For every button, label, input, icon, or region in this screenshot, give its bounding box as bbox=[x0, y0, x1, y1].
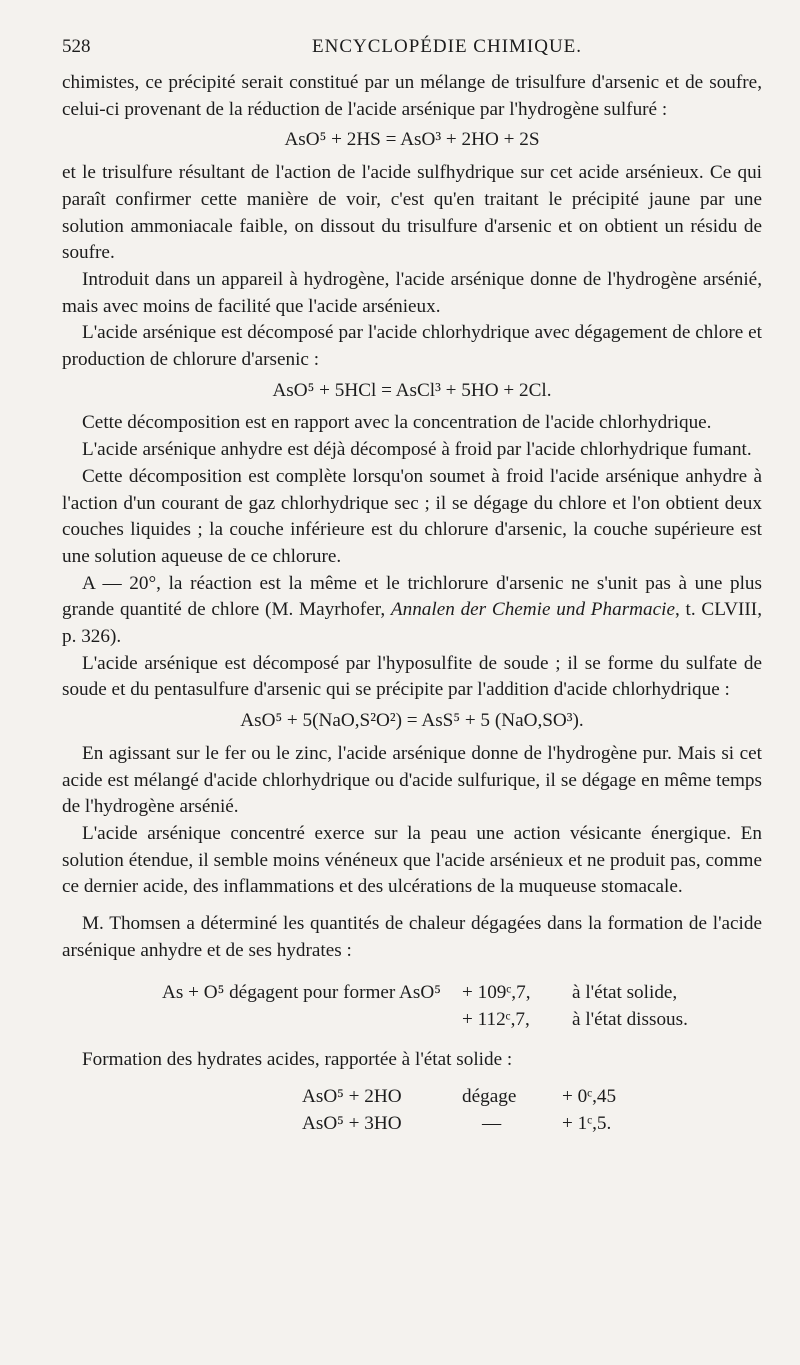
table-row bbox=[162, 1006, 762, 1033]
body-text bbox=[62, 70, 762, 1137]
thermochemical-table bbox=[162, 979, 762, 1033]
running-title: ENCYCLOPÉDIE CHIMIQUE. bbox=[312, 36, 583, 57]
equation: AsO⁵ + 2HS = AsO³ + 2HO + 2S bbox=[284, 129, 540, 151]
equation: AsO⁵ + 5(NaO,S²O²) = AsS⁵ + 5 (NaO,SO³). bbox=[240, 710, 584, 732]
page-number: 528 bbox=[62, 36, 91, 57]
paragraph: chimistes, ce précipité serait constitué par un mélange de trisulfure d'arsenic et de soufre, celui-ci provenant de la réduction de l'acide arsénique par l'hydrogène sulfuré : bbox=[62, 72, 762, 120]
heat-value: + 109ᶜ,7, bbox=[462, 981, 531, 1003]
equation: AsO⁵ + 5HCl = AsCl³ + 5HO + 2Cl. bbox=[272, 379, 552, 401]
paragraph bbox=[62, 571, 762, 651]
paragraph: L'acide arsénique concentré exerce sur la peau une action vésicante énergique. En solution étendue, il semble moins vénéneux que l'acide arsénieux et ne produit pas, comme ce dernier acide, des inflammations et des ulcérations de la muqueuse stomacale. bbox=[62, 822, 762, 898]
journal-title: Annalen der Chemie und Pharmacie bbox=[390, 599, 675, 621]
heat-value: + 0ᶜ,45 bbox=[562, 1086, 617, 1108]
paragraph: En agissant sur le fer ou le zinc, l'acide arsénique donne de l'hydrogène pur. Mais si cet acide est mélangé d'acide chlorhydrique ou d'acide sulfurique, il se dégage en même temps de l'hydrogène arsénié. bbox=[62, 742, 762, 818]
state-label: à l'état dissous. bbox=[572, 1008, 688, 1030]
compound: AsO⁵ + 2HO bbox=[302, 1086, 402, 1108]
paragraph: Introduit dans un appareil à hydrogène, l'acide arsénique donne de l'hydrogène arsénié, mais avec moins de facilité que l'acide arsénieux. bbox=[62, 268, 762, 317]
table-row bbox=[302, 1110, 762, 1137]
paragraph: L'acide arsénique anhydre est déjà décomposé à froid par l'acide chlorhydrique fumant. bbox=[82, 439, 752, 461]
citation-text: A — 20°, la réaction est la même et le trichlorure d'arsenic ne s'unit pas à une plus grande quantité de chlore (M. Mayrhofer, bbox=[62, 572, 762, 621]
paragraph: M. Thomsen a déterminé les quantités de chaleur dégagées dans la formation de l'acide arsénique anhydre et de ses hydrates : bbox=[62, 913, 762, 961]
verb: — bbox=[482, 1113, 502, 1135]
paragraph: et le trisulfure résultant de l'action de l'acide sulfhydrique sur cet acide arsénieux. Ce qui paraît confirmer cette manière de voir, c'est qu'en traitant le précipité jaune par une solution ammoniacale faible, on dissout du trisulfure d'arsenic et on obtient un résidu de soufre. bbox=[62, 162, 762, 264]
verb: dégage bbox=[462, 1086, 517, 1108]
paragraph: Cette décomposition est en rapport avec la concentration de l'acide chlorhydrique. bbox=[82, 412, 712, 434]
compound: AsO⁵ + 3HO bbox=[302, 1113, 402, 1135]
heat-value: + 1ᶜ,5. bbox=[562, 1113, 612, 1135]
paragraph: Formation des hydrates acides, rapportée à l'état solide : bbox=[82, 1048, 513, 1070]
paragraph: L'acide arsénique est décomposé par l'acide chlorhydrique avec dégagement de chlore et production de chlorure d'arsenic : bbox=[62, 322, 762, 371]
citation-text: , t. CLVIII, p. 326). bbox=[62, 599, 762, 648]
heat-value: + 112ᶜ,7, bbox=[462, 1008, 530, 1030]
hydrates-table bbox=[302, 1083, 762, 1137]
state-label: à l'état solide, bbox=[572, 981, 678, 1003]
paragraph: Cette décomposition est complète lorsqu'on soumet à froid l'acide arsénique anhydre à l'action d'un courant de gaz chlorhydrique sec ; il se dégage du chlore et l'on obtient deux couches liquides ; la couche inférieure est du chlorure d'arsenic, la couche supérieure est une solution aqueuse de ce chlorure. bbox=[62, 465, 762, 567]
reaction-label: As + O⁵ dégagent pour former AsO⁵ bbox=[162, 981, 441, 1003]
table-row bbox=[162, 979, 762, 1006]
paragraph: L'acide arsénique est décomposé par l'hyposulfite de soude ; il se forme du sulfate de soude et du pentasulfure d'arsenic qui se précipite par l'addition d'acide chlorhydrique : bbox=[62, 652, 762, 701]
page-header bbox=[62, 36, 762, 70]
table-row bbox=[302, 1083, 762, 1110]
